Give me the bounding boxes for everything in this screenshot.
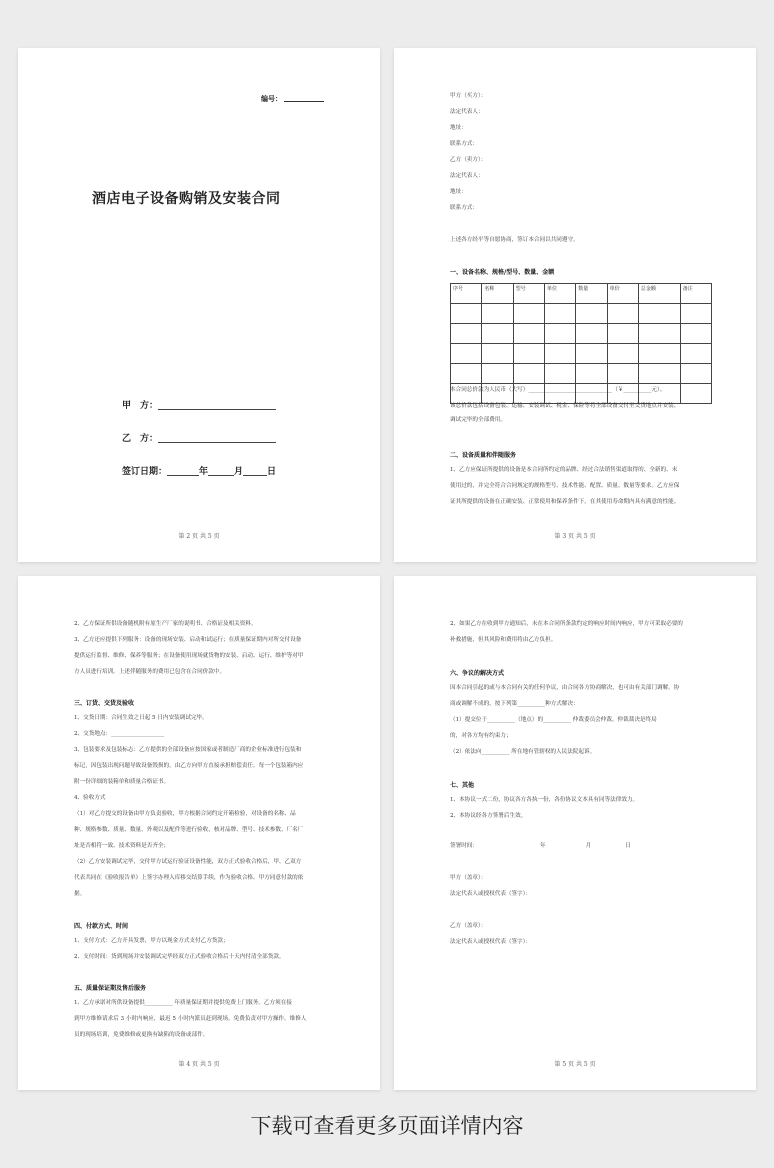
text-line: 2、本协议经各方签署后生效。 — [450, 813, 527, 819]
text-line: 1、本协议一式二份，协议各方各执一份，各份协议文本具有同等法律效力。 — [450, 797, 639, 803]
party-line: 乙方（卖方）： — [450, 157, 487, 163]
table-header: 型号 — [513, 284, 544, 304]
party-b-blank — [158, 442, 276, 443]
contract-title: 酒店电子设备购销及安装合同 — [92, 191, 281, 207]
table-row — [451, 364, 712, 384]
table-header: 总金额 — [638, 284, 680, 304]
table-header: 序号 — [451, 284, 482, 304]
text-line: 补救措施，但其风险和费用将由乙方负担。 — [450, 637, 557, 643]
party-line: 地址： — [450, 125, 467, 131]
text-line: 的，对各方均有约束力； — [450, 733, 512, 739]
party-b-seal: 乙方（盖章）： — [450, 923, 487, 929]
page-5 — [394, 576, 756, 1090]
price-note: 该总价款包括设备包装、运输、安装调试、税金、保险等将全部设备交付至交货地点并安装、 — [450, 403, 680, 409]
table-row — [451, 304, 712, 324]
party-line: 甲方（买方）： — [450, 93, 487, 99]
text-line: （2）依法向__________ 所在地有管辖权的人民法院起诉。 — [450, 749, 596, 755]
intro-text: 上述各方经平等自愿协商，签订本合同以共同遵守。 — [450, 237, 579, 243]
table-header: 名称 — [482, 284, 513, 304]
year-label: 年 — [199, 467, 209, 477]
party-b-row — [122, 431, 276, 444]
party-a-blank — [158, 409, 276, 410]
section-heading-7: 七、其他 — [450, 782, 475, 789]
text-line: 2、如果乙方在收到甲方通知后，未在本合同所条款约定的响应时间内响应，甲方可采取必要的 — [450, 621, 683, 627]
text-line: 到甲方维修请求后 3 小时内响应，最迟 5 小时内派员赶到现场，免费负责对甲方操作、维修人 — [74, 1016, 307, 1022]
serial-number — [261, 94, 324, 104]
text-line: 4、验收方式 — [74, 795, 106, 801]
page-footer: 第 4 页 共 5 页 — [178, 1061, 220, 1068]
text-line: 2、乙方保证所供设备随机附有原生产厂家的说明书、合格证及相关资料。 — [74, 621, 257, 627]
section-heading-3: 三、订货、交货及验收 — [74, 700, 135, 707]
sign-time-row — [450, 842, 716, 850]
text-line: （1）对乙方提交的设备由甲方负责验收，甲方根据合同约定开箱检验，对设备的名称、品 — [74, 811, 296, 817]
party-line: 联系方式： — [450, 205, 478, 211]
text-line: 1、交货日期：合同生效之日起 5 日内安装调试完毕。 — [74, 715, 208, 721]
table-row — [451, 324, 712, 344]
text-line: 提供运行监督、维修、保养等服务；在设备使用现场就货物的安装、启动、运行、维护等对甲 — [74, 653, 304, 659]
quality-line: 1、乙方应保证所提供的设备是本合同所约定的品牌、经过合法销售渠道取得的、全新的、未 — [450, 467, 678, 473]
year-blank — [167, 475, 199, 476]
text-line: 方人员进行培训。上述伴随服务的费用已包含在合同价款中。 — [74, 669, 226, 675]
section-heading-6: 六、争议的解决方式 — [450, 670, 505, 677]
party-line: 联系方式： — [450, 141, 478, 147]
text-line: 2、交货地点：___________________ — [74, 731, 165, 737]
month-blank — [208, 475, 234, 476]
quality-line: 证其所提供的设备在正确安装、正常使用和保养条件下，在其使用寿命期内具有满意的性能。 — [450, 499, 680, 505]
page-footer: 第 3 页 共 5 页 — [554, 533, 596, 540]
text-line: 商或调解不成的，按下列第__________种方式解决： — [450, 701, 579, 707]
party-a-label: 甲 方： — [122, 401, 159, 411]
text-line: （1）提交位于__________（地点）的__________ 仲裁委员会仲裁。仲裁裁决是终局 — [450, 717, 657, 723]
party-a-rep: 法定代表人或授权代表（签字）： — [450, 891, 532, 897]
text-line: 据。 — [74, 891, 86, 897]
month-label: 月 — [234, 467, 244, 477]
section-heading-4: 四、付款方式、时间 — [74, 923, 129, 930]
text-line: 3、包装要求及包装标志：乙方提供的全部设备应按国家或者制造厂商的企业标准进行包装和 — [74, 747, 302, 753]
text-line: 标记，因包装出现问题导致设备毁损的，由乙方向甲方直接承担赔偿责任。每一个包装箱内应 — [74, 763, 304, 769]
serial-label: 编号： — [261, 95, 282, 103]
party-line: 地址： — [450, 189, 467, 195]
text-line: 种、规格参数、质量、数量、外观以及配件等进行验收，核对品牌、型号、技术参数、厂名厂 — [74, 827, 304, 833]
day-blank — [243, 475, 267, 476]
party-b-label: 乙 方： — [122, 434, 159, 444]
sign-date-label: 签订日期： — [122, 467, 168, 477]
table-header: 数量 — [576, 284, 607, 304]
sign-date-row — [122, 464, 276, 477]
page-4 — [18, 576, 380, 1090]
table-header: 单位 — [544, 284, 575, 304]
party-b-rep: 法定代表人或授权代表（签字）： — [450, 939, 532, 945]
sign-day: 日 — [625, 843, 631, 849]
text-line: 2、支付时间：货到现场并安装调试完毕经双方正式验收合格后十天内付清全部货款。 — [74, 954, 285, 960]
sign-month: 月 — [585, 843, 592, 849]
text-line: （2）乙方安装调试完毕，交付甲方试运行验证设备性能，双方正式验收合格后，甲、乙双方 — [74, 859, 302, 865]
table-header: 单价 — [607, 284, 638, 304]
text-line: 因本合同引起的或与本合同有关的任何争议，由合同各方协商解决，也可由有关部门调解。协 — [450, 685, 680, 691]
text-line: 1、乙方承诺对所供设备提供__________ 年质量保证期并提供免费上门服务。乙方须在接 — [74, 1000, 292, 1006]
price-note: 调试完毕的全部费用。 — [450, 417, 506, 423]
text-line: 3、乙方还应提供下列服务：设备的现场安装、启动和试运行；在质量保证期内对所交付设备 — [74, 637, 302, 643]
table-header-row — [451, 284, 712, 304]
party-line: 法定代表人： — [450, 173, 484, 179]
text-line: 址是否相符一致、技术资料是否齐全； — [74, 843, 170, 849]
table-row — [451, 344, 712, 364]
day-label: 日 — [267, 467, 277, 477]
page-footer: 第 5 页 共 5 页 — [554, 1061, 596, 1068]
download-caption[interactable]: 下载可查看更多页面详情内容 — [250, 1114, 524, 1138]
page-3 — [394, 48, 756, 562]
text-line: 员的现场培训，免费维修或更换有缺陷的设备或部件。 — [74, 1032, 209, 1038]
serial-blank — [284, 101, 324, 102]
page-footer: 第 2 页 共 5 页 — [178, 533, 220, 540]
party-a-seal: 甲方（盖章）： — [450, 875, 487, 881]
section-heading-2: 二、设备质量和伴随服务 — [450, 452, 517, 459]
page-2 — [18, 48, 380, 562]
sign-time-label: 签署时间： — [450, 843, 478, 849]
quality-line: 使用过的，并完全符合合同规定的规格型号、技术性能、配置、质量、数量等要求。乙方应保 — [450, 483, 680, 489]
text-line: 代表共同在《验收报告单》上签字办理入库移交结算手续，作为验收合格、甲方同意付款的依 — [74, 875, 304, 881]
section-heading-5: 五、质量保证期及售后服务 — [74, 985, 147, 992]
sign-year: 年 — [539, 843, 546, 849]
party-line: 法定代表人： — [450, 109, 484, 115]
table-header: 备注 — [680, 284, 711, 304]
text-line: 1、支付方式：乙方开具发票，甲方以现金方式支付乙方货款； — [74, 938, 229, 944]
text-line: 附一份详细的装箱单和质量合格证书。 — [74, 779, 170, 785]
section-heading-1: 一、设备名称、规格/型号、数量、金额 — [450, 269, 555, 276]
total-price-line: 本合同总价款为人民币（大写）______________________________（￥__________元）。 — [450, 387, 666, 393]
party-a-row — [122, 398, 276, 411]
